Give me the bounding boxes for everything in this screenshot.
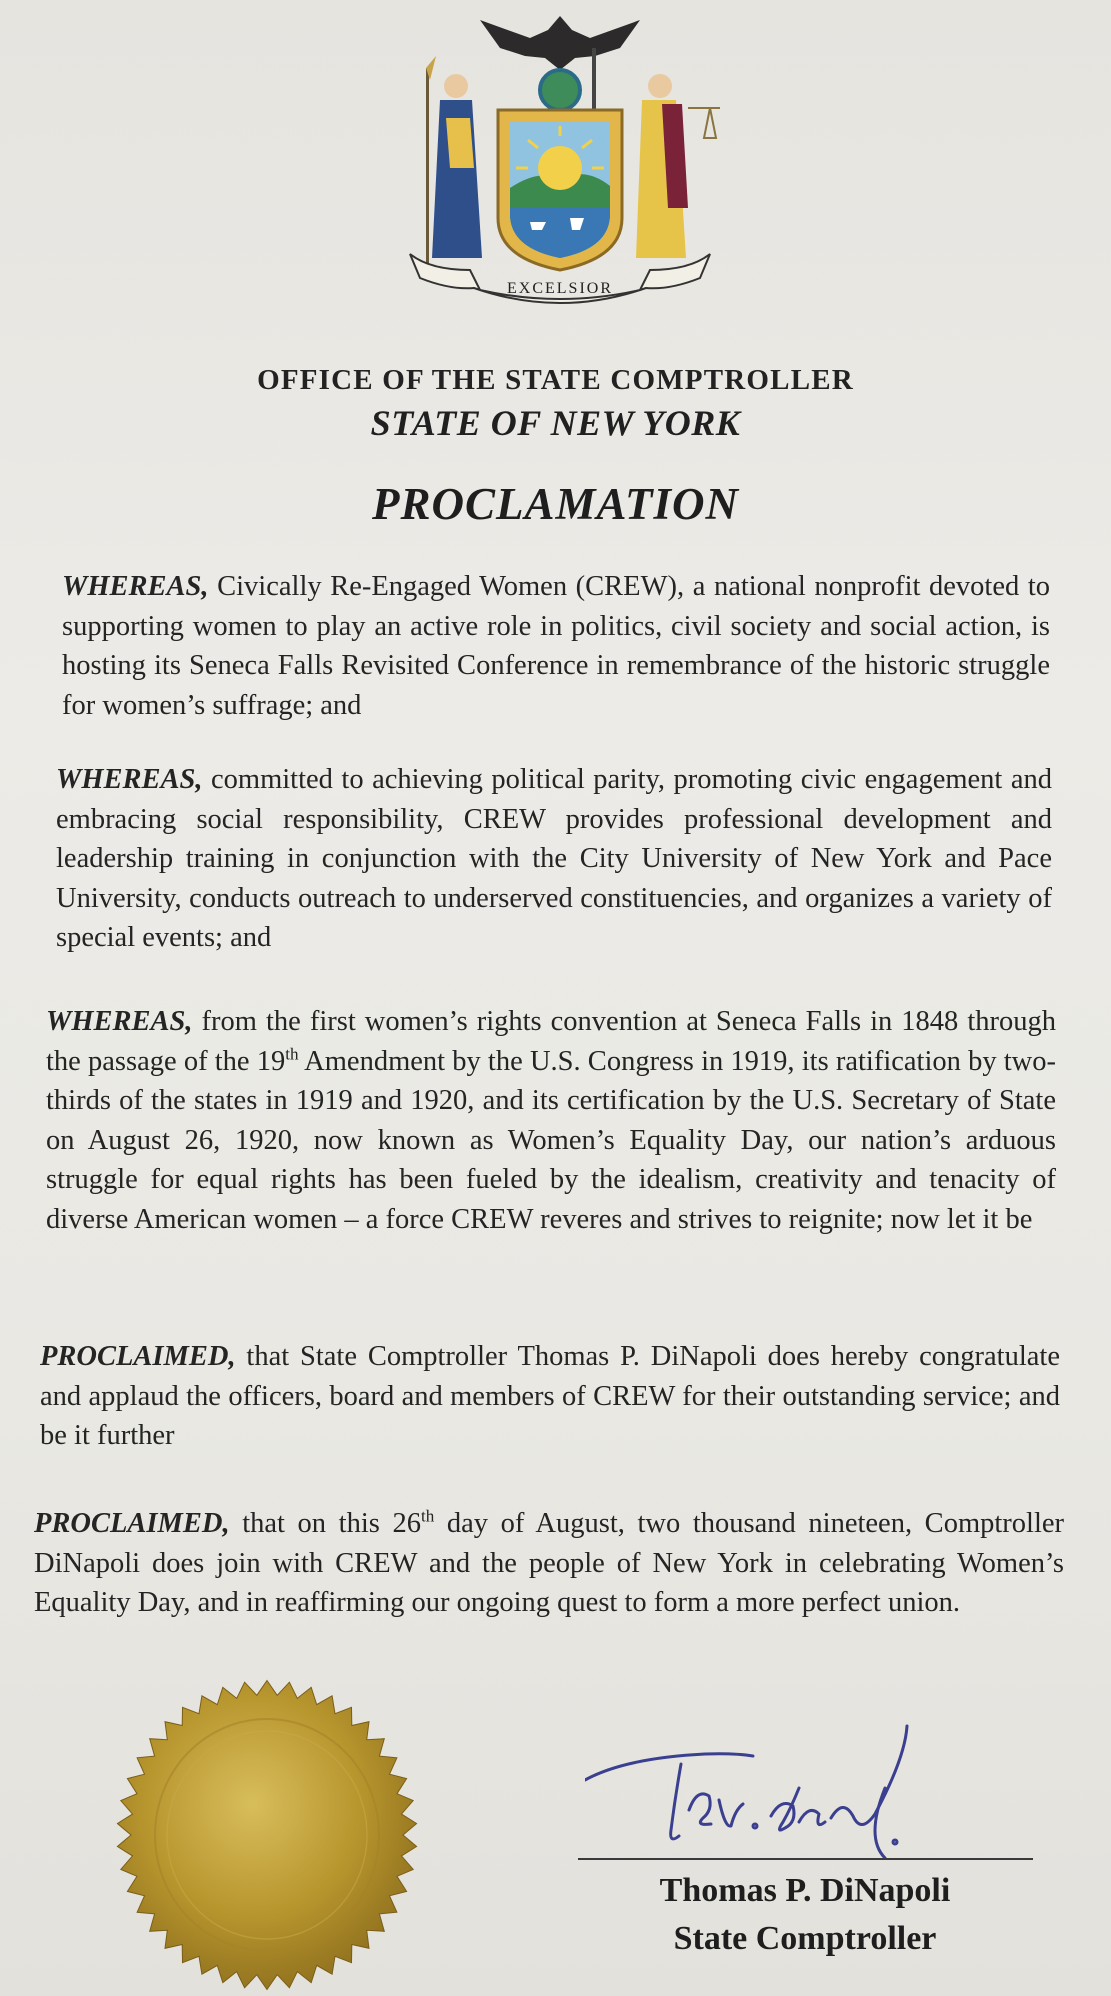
whereas-paragraph-3 <box>46 1002 1056 1239</box>
document-title: PROCLAMATION <box>371 479 740 529</box>
paragraph-text: that on this 26 <box>229 1508 421 1539</box>
shield-icon <box>498 110 622 270</box>
office-heading: OFFICE OF THE STATE COMPTROLLER <box>257 364 854 396</box>
paragraph-text: that State Comptroller Thomas P. DiNapoli does hereby congratulate and applaud the officers, board and members of CREW for their outstanding service; and be it further <box>40 1341 1060 1451</box>
paragraph-lead: WHEREAS, <box>62 571 209 602</box>
signature-graphic <box>585 1718 1015 1868</box>
justice-figure <box>636 74 720 258</box>
whereas-paragraph-2 <box>56 760 1052 958</box>
paragraph-lead: WHEREAS, <box>56 764 203 795</box>
paragraph-text: from the first women’s rights convention at Seneca Falls in 1848 through the passage of the 19 <box>46 1006 1056 1077</box>
ordinal-suffix: th <box>285 1044 299 1063</box>
paragraph-text: committed to achieving political parity, promoting civic engagement and embracing social responsibility, CREW provides professional development and leadership training in conjunction with the City University of New York and Pace University, conducts outreach to underserved constituencies, and organizes a variety of special events; and <box>56 764 1052 953</box>
eagle-icon <box>480 16 640 70</box>
coat-of-arms-graphic <box>370 8 750 358</box>
gold-foil-seal-icon <box>112 1675 422 1996</box>
ordinal-suffix: th <box>420 1506 435 1526</box>
gold-seal-graphic <box>112 1675 422 1996</box>
motto-text: EXCELSIOR <box>507 280 613 297</box>
paragraph-text-continued: Amendment by the U.S. Congress in 1919, its ratification by two-thirds of the states in 1919 and 1920, and its certification by the U.S. Secretary of State on August 26, 1920, now known as Women’s Equality Day, our nation’s arduous struggle for equal rights has been fueled by the idealism, creativity and tenacity of diverse American women – a force CREW reveres and strives to reignite; now let it be <box>46 1045 1056 1235</box>
paragraph-text-continued: day of August, two thousand nineteen, Comptroller DiNapoli does join with CREW and the people of New York in celebrating Women’s Equality Day, and in reaffirming our ongoing quest to form a more perfect union. <box>34 1508 1064 1618</box>
signer-title: State Comptroller <box>673 1920 937 1957</box>
liberty-figure <box>426 56 482 268</box>
paragraph-text: Civically Re-Engaged Women (CREW), a national nonprofit devoted to supporting women to play an active role in politics, civil society and social action, is hosting its Seneca Falls Revisited Conference in remembrance of the historic struggle for women’s suffrage; and <box>62 571 1050 721</box>
paragraph-lead: PROCLAIMED, <box>34 1508 230 1539</box>
state-heading: STATE OF NEW YORK <box>370 403 741 443</box>
handwritten-signature <box>585 1718 1015 1868</box>
signature-line <box>578 1858 1033 1860</box>
signer-name: Thomas P. DiNapoli <box>659 1872 951 1909</box>
proclaimed-paragraph-2 <box>34 1504 1064 1623</box>
new-york-coat-of-arms <box>370 8 750 358</box>
paragraph-lead: PROCLAIMED, <box>40 1341 236 1372</box>
proclaimed-paragraph-1 <box>40 1337 1060 1456</box>
paragraph-lead: WHEREAS, <box>46 1006 193 1037</box>
whereas-paragraph-1 <box>62 567 1050 725</box>
